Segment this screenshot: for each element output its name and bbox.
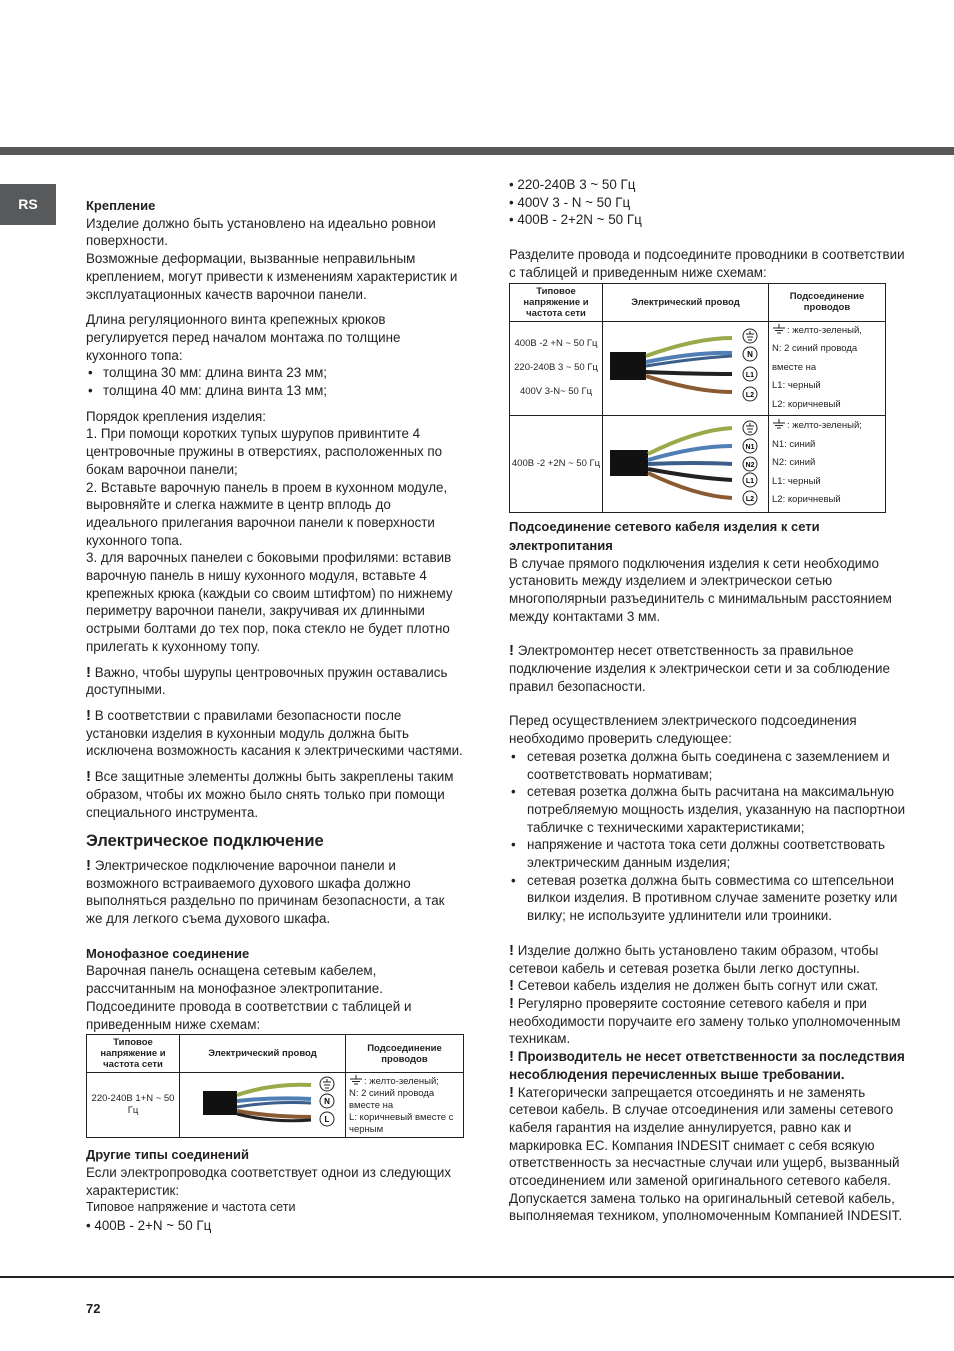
voltage-cell: 400В -2 +N ~ 50 Гц 220-240В 3 ~ 50 Гц 400V 3-N~ 50 Гц (510, 321, 603, 415)
table-header: Подсоединение проводов (346, 1035, 464, 1073)
terminal-label: N2 (745, 461, 754, 469)
cable-wiring-diagram (606, 322, 766, 410)
screw-list (86, 364, 464, 399)
language-tab: RS (0, 184, 56, 225)
warning-mark: ! (509, 994, 514, 1012)
order-heading: Порядок крепления изделия: (86, 408, 266, 424)
list-item: • толщина 40 мм: длина винта 13 мм; (86, 382, 464, 400)
warning-cable: ! Сетевои кабель изделия не должен быть согнут или сжат. (509, 977, 879, 995)
warning-liability: ! Производитель не несет ответственности за последствия несоблюдения перечисленных выше требовании. (509, 1048, 905, 1082)
warning-mark: ! (86, 768, 91, 786)
list-item: • сетевая розетка должна быть соединена с заземлением и соответствовать нормативам; (509, 748, 913, 783)
other-subheading: Типовое напряжение и частота сети (86, 1200, 296, 1215)
voltage-option: • 400В - 2+2N ~ 50 Гц (509, 212, 642, 228)
warning-2: ! В соответствии с правилами безопасности после установки изделия в кухонныи модуль должна быть исключена возможность касания к электрическими частями. (86, 706, 463, 759)
table-header: Электрический провод (180, 1035, 346, 1073)
screw-paragraph: Длина регуляционного винта крепежных крюков регулируется перед началом монтажа по толщине кухонного топа: (86, 312, 401, 363)
voltage-cell: 400В -2 +2N ~ 50 Гц (510, 415, 603, 512)
table-header: Подсоединение проводов (769, 283, 886, 321)
split-paragraph: Разделите провода и подсоедините проводники в соответствии с таблицей и приведенным ниже схемам: (509, 247, 905, 280)
bottom-divider (0, 1276, 954, 1278)
voltage-option: • 220-240В 3 ~ 50 Гц (509, 177, 636, 192)
mono-paragraph: Варочная панель оснащена сетевым кабелем, рассчитанным на монофазное электропитание. Подсоедините провода в соответствии с таблицей и приведенным ниже схемам: (86, 963, 412, 1032)
cable-wiring-diagram (606, 416, 766, 508)
warning-mark: ! (86, 706, 91, 724)
terminal-label: N (746, 350, 753, 360)
wire-diagram-cell (180, 1073, 346, 1138)
mono-heading: Монофазное соединение (86, 945, 250, 961)
step-1: 1. При помощи коротких тупых шурупов привинтите 4 центровочные пружины в отверстиях, расположенных по бокам варочнои панели; (86, 426, 443, 477)
warning-mark: ! (509, 977, 514, 995)
ground-icon (772, 324, 787, 334)
electrical-heading: Электрическое подключение (86, 832, 324, 851)
warning-mark: ! (86, 856, 91, 874)
connection-cell: : желто-зеленый; N: 2 синий провода вместе на L: коричневый вместе с черным (346, 1073, 464, 1138)
terminal-label: L1 (745, 477, 754, 485)
ground-icon (772, 419, 787, 429)
connection-cell: : желто-зеленый, N: 2 синий провода вместе на L1: черный L2: коричневый (769, 321, 886, 415)
list-item: • напряжение и частота тока сети должны соответствовать электрическим данным изделия; (509, 836, 913, 871)
cable-wiring-diagram (183, 1073, 343, 1133)
terminal-label: L2 (745, 495, 754, 503)
wiring-table-three-phase (509, 283, 886, 513)
right-column (509, 176, 913, 1225)
wire-diagram-cell (603, 415, 769, 512)
step-3: 3. для варочных панелеи с боковыми профилями: вставив варочную панель в нишу кухонного модуля, вставьте 4 крепежных крюка (каждыи со своим штифтом) по нижнему периметру варочнои панели, закручивая их длинными острыми болтами до тех пор, пока стекло не будет плотно прилегать к кухонному топу. (86, 550, 453, 654)
voltage-cell: 220-240В 1+N ~ 50 Гц (87, 1073, 180, 1138)
voltage-option: • 400В - 2+N ~ 50 Гц (86, 1218, 212, 1234)
top-divider-bar (0, 147, 954, 155)
list-item: • сетевая розетка должна быть совместима со штепсельнои вилкои изделия. В противном случае замените розетку или вилку; не используите удлинители или троиники. (509, 872, 913, 925)
mounting-paragraph-2: Возможные деформации, вызванные неправильным креплением, могут привести к изменениям характеристик и эксплуатационных качеств варочнои панели. (86, 251, 458, 302)
wiring-table-mono (86, 1034, 464, 1138)
electrical-paragraph: ! Электрическое подключение варочнои панели и возможного встраиваемого духового шкафа должно выполняться раздельно по причинам безопасности, а так же для легкого съема духового шкафа. (86, 856, 445, 927)
check-paragraph: Перед осуществлением электрического подсоединения необходимо проверить следующее: (509, 713, 857, 747)
terminal-label: L2 (745, 392, 754, 400)
terminal-label: L1 (745, 372, 754, 380)
warning-3: ! Все защитные элементы должны быть закреплены таким образом, чтобы их можно было снять только при помощи специального инструмента. (86, 768, 454, 820)
page-number: 72 (86, 1301, 101, 1316)
table-header: Типовое напряжение и частота сети (87, 1035, 180, 1073)
warning-mark: ! (86, 663, 91, 681)
mounting-heading: Крепление (86, 198, 156, 213)
left-column (86, 197, 464, 1235)
warning-access: ! Изделие должно быть установлено таким образом, чтобы сетевои кабель и сетевая розетка были легко доступны. (509, 941, 879, 976)
mounting-paragraph-1: Изделие должно быть установлено на идеально ровнои поверхности. (86, 215, 436, 249)
warning-mark: ! (509, 941, 514, 959)
warning-1: ! Важно, чтобы шурупы центровочных пружин оставались доступными. (86, 663, 448, 698)
ground-icon (349, 1075, 364, 1085)
cable-heading: Подсоединение сетевого кабеля изделия к сети электропитания (509, 518, 820, 553)
terminal-label: N (323, 1097, 330, 1107)
warning-replacement: ! Категорически запрещается отсоединять и не заменять сетевои кабель. В случае отсоединения или замены сетевого кабеля гарантия на изделие аннулируется, равно как и маркировка ЕС. Компания INDESIT снимает с себя всякую ответственность за несчастные случаи или ущерб, вызванный отсоединением или заменой оригинального сетевого кабеля. Допускается замена только на оригинальный сетевой кабель, выполняемая техником, уполномоченным Компанией INDESIT. (509, 1083, 903, 1224)
connection-cell: : желто-зеленый; N1: синий N2: синий L1: черный L2: коричневый (769, 415, 886, 512)
voltage-option: • 400V 3 - N ~ 50 Гц (509, 194, 631, 210)
wire-diagram-cell (603, 321, 769, 415)
warning-check: ! Регулярно проверяите состояние сетевого кабеля и при необходимости поручаите его замену только уполномоченным техникам. (509, 994, 901, 1047)
table-header: Типовое напряжение и частота сети (510, 283, 603, 321)
responsibility-paragraph: ! Электромонтер несет ответственность за правильное подключение изделия к электрическои сети и за соблюдение правил безопасности. (509, 642, 890, 694)
warning-mark: ! (509, 642, 514, 660)
list-item: • толщина 30 мм: длина винта 23 мм; (86, 364, 464, 382)
warning-mark: ! (509, 1083, 514, 1101)
other-heading: Другие типы соединений (86, 1147, 249, 1163)
terminal-label: L (324, 1115, 329, 1125)
terminal-label: N1 (745, 443, 754, 451)
other-paragraph: Если электропроводка соответствует однои из следующих характеристик: (86, 1164, 452, 1198)
cable-paragraph: В случае прямого подключения изделия к сети необходимо установить между изделием и электрическои сетью многополярныи разъединитель с минимальным расстоянием между контактами 3 мм. (509, 555, 892, 624)
check-list (509, 748, 913, 925)
list-item: • сетевая розетка должна быть расчитана на максимальную потребляемую мощность изделия, указанную на паспортнои табличке с техническими характеристиками; (509, 783, 913, 836)
table-header: Электрический провод (603, 283, 769, 321)
step-2: 2. Вставьте варочную панель в проем в кухонном модуле, выровняйте и слегка нажмите в центр вплодь до идеального прилегания варочнои панели к поверхности кухонного топа. (86, 479, 448, 548)
warning-mark: ! (509, 1048, 514, 1066)
